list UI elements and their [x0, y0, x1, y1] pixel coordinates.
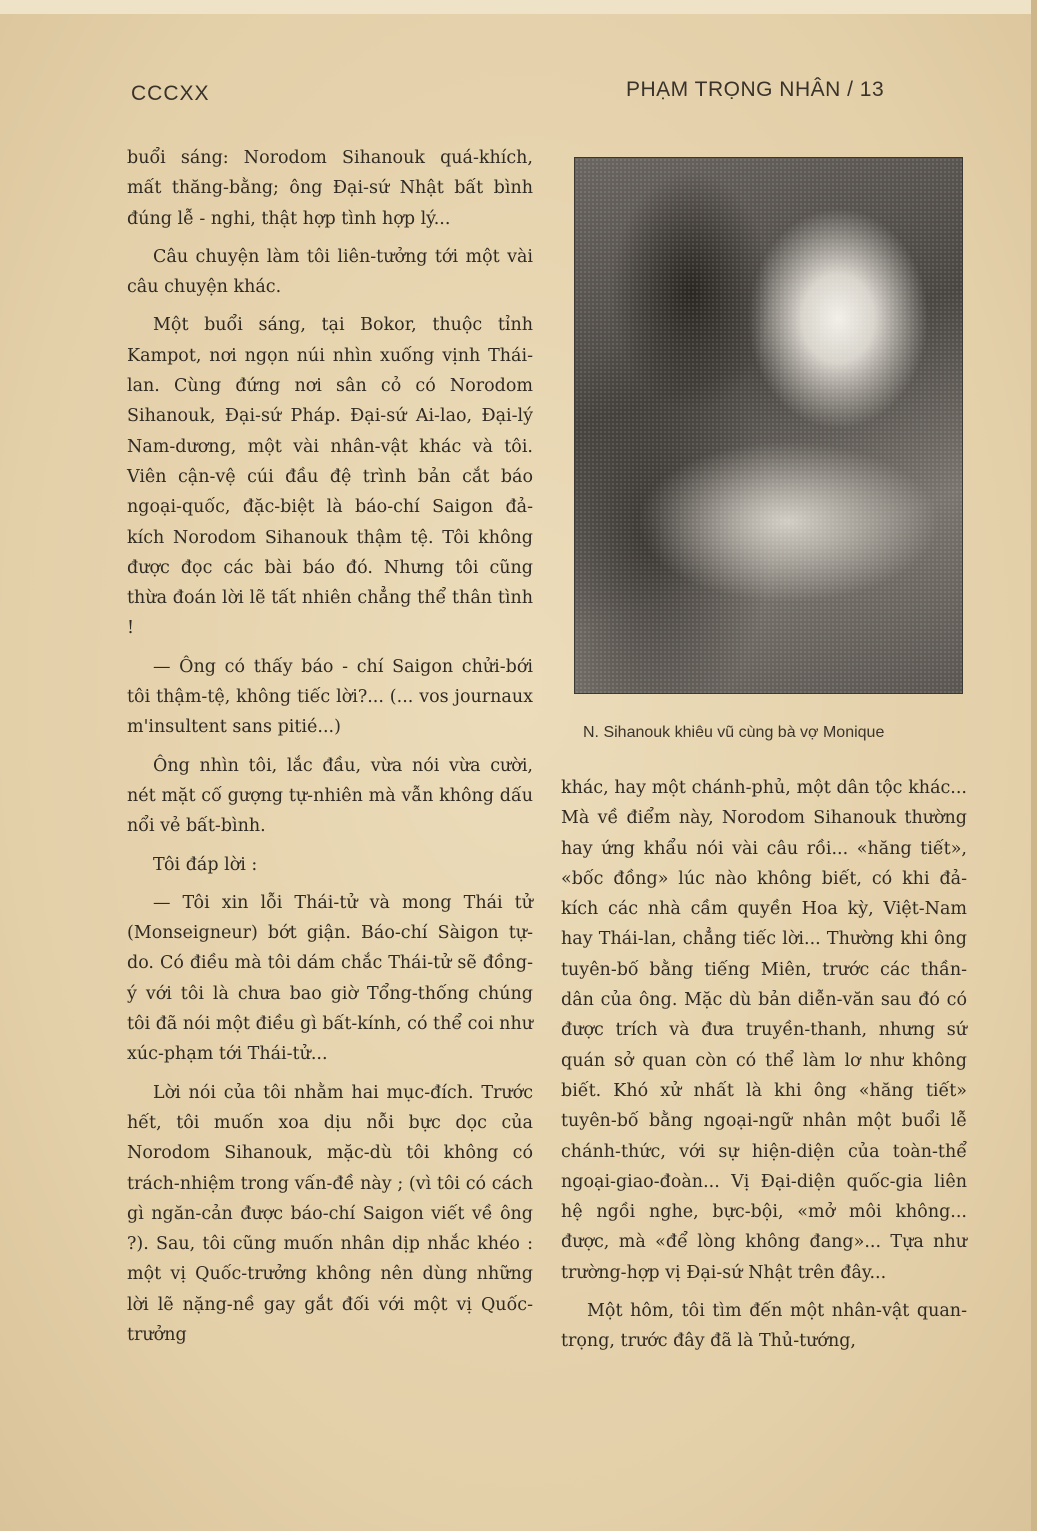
photo-sihanouk-dancing [574, 157, 963, 694]
paragraph: Tôi đáp lời : [153, 854, 258, 875]
photo-caption: N. Sihanouk khiêu vũ cùng bà vợ Monique [583, 724, 885, 741]
paragraph: Một buổi sáng, tại Bokor, thuộc tỉnh Kampot, nơi ngọn núi nhìn xuống vịnh Thái-lan. Cùng đứng nơi sân cỏ có Norodom Sihanouk, Đại-sứ Pháp. Đại-sứ Ai-lao, Đại-lý Nam-dương, một vài nhân-vật khác và tôi. Viên cận-vệ cúi đầu đệ trình bản cắt báo ngoại-quốc, đặc-biệt là báo-chí Saigon đả-kích Norodom Sihanouk thậm tệ. Tôi không được đọc các bài báo đó. Nhưng tôi cũng thừa đoán lời lẽ tất nhiên chẳng thể thân tình ! [127, 315, 533, 639]
paragraph: Câu chuyện làm tôi liên-tưởng tới một vài câu chuyện khác. [127, 246, 533, 298]
paragraph: buổi sáng: Norodom Sihanouk quá-khích, mất thăng-bằng; ông Đại-sứ Nhật bất bình đúng lễ - nghi, thật hợp tình hợp lý... [127, 148, 533, 229]
running-header-right: PHẠM TRỌNG NHÂN / 13 [626, 78, 885, 101]
halftone-texture [575, 158, 962, 693]
running-header-left: CCCXX [131, 82, 210, 105]
page-top-edge [0, 0, 1037, 14]
paragraph: — Tôi xin lỗi Thái-tử và mong Thái tử (Monseigneur) bớt giận. Báo-chí Sàigon tự-do. Có điều mà tôi dám chắc Thái-tử sẽ đồng-ý với tôi là chưa bao giờ Tổng-thống chúng tôi đã nói một điều gì bất-kính, có thể coi như xúc-phạm tới Thái-tử... [127, 892, 533, 1065]
right-text-column [561, 773, 967, 1365]
left-text-column [127, 143, 533, 1358]
paragraph: khác, hay một chánh-phủ, một dân tộc khác... Mà về điểm này, Norodom Sihanouk thường hay ứng khẩu nói vài câu rồi... «hăng tiết», «bốc đồng» lúc nào không biết, có khi đả-kích các nhà cầm quyền Hoa kỳ, Việt-Nam hay Thái-lan, chẳng tiếc lời... Thường khi ông tuyên-bố bằng tiếng Miên, trước các thần-dân của ông. Mặc dù bản diễn-văn sau đó có được trích và đưa truyền-thanh, nhưng sứ quán sở quan còn có thể làm lơ như không biết. Khó xử nhất là khi ông «hăng tiết» tuyên-bố bằng ngoại-ngữ nhân một buổi lễ chánh-thức, với sự hiện-diện của toàn-thể ngoại-giao-đoàn... Vị Đại-diện quốc-gia liên hệ ngồi nghe, bực-bội, «mở môi không... được, mà «để lòng không đang»... Tựa như trường-hợp vị Đại-sứ Nhật trên đây... [561, 778, 967, 1283]
paragraph: Một hôm, tôi tìm đến một nhân-vật quan-trọng, trước đây đã là Thủ-tướng, [561, 1301, 967, 1352]
paragraph: Ông nhìn tôi, lắc đầu, vừa nói vừa cười, nét mặt cố gượng tự-nhiên mà vẫn không dấu nổi vẻ bất-bình. [127, 755, 533, 837]
paragraph: Lời nói của tôi nhằm hai mục-đích. Trước hết, tôi muốn xoa dịu nỗi bực dọc của Norodom Sihanouk, mặc-dù tôi không có trách-nhiệm trong vấn-đề này ; (vì tôi có cách gì ngăn-cản được báo-chí Saigon viết về ông ?). Sau, tôi cũng muốn nhân dịp nhắc khéo : một vị Quốc-trưởng không nên dùng những lời lẽ nặng-nề gay gắt đối với một vị Quốc-trưởng [127, 1082, 533, 1345]
page-right-edge [1031, 0, 1037, 1531]
paragraph: — Ông có thấy báo - chí Saigon chửi-bới tôi thậm-tệ, không tiếc lời?... (... vos journaux m'insultent sans pitié...) [127, 656, 533, 738]
